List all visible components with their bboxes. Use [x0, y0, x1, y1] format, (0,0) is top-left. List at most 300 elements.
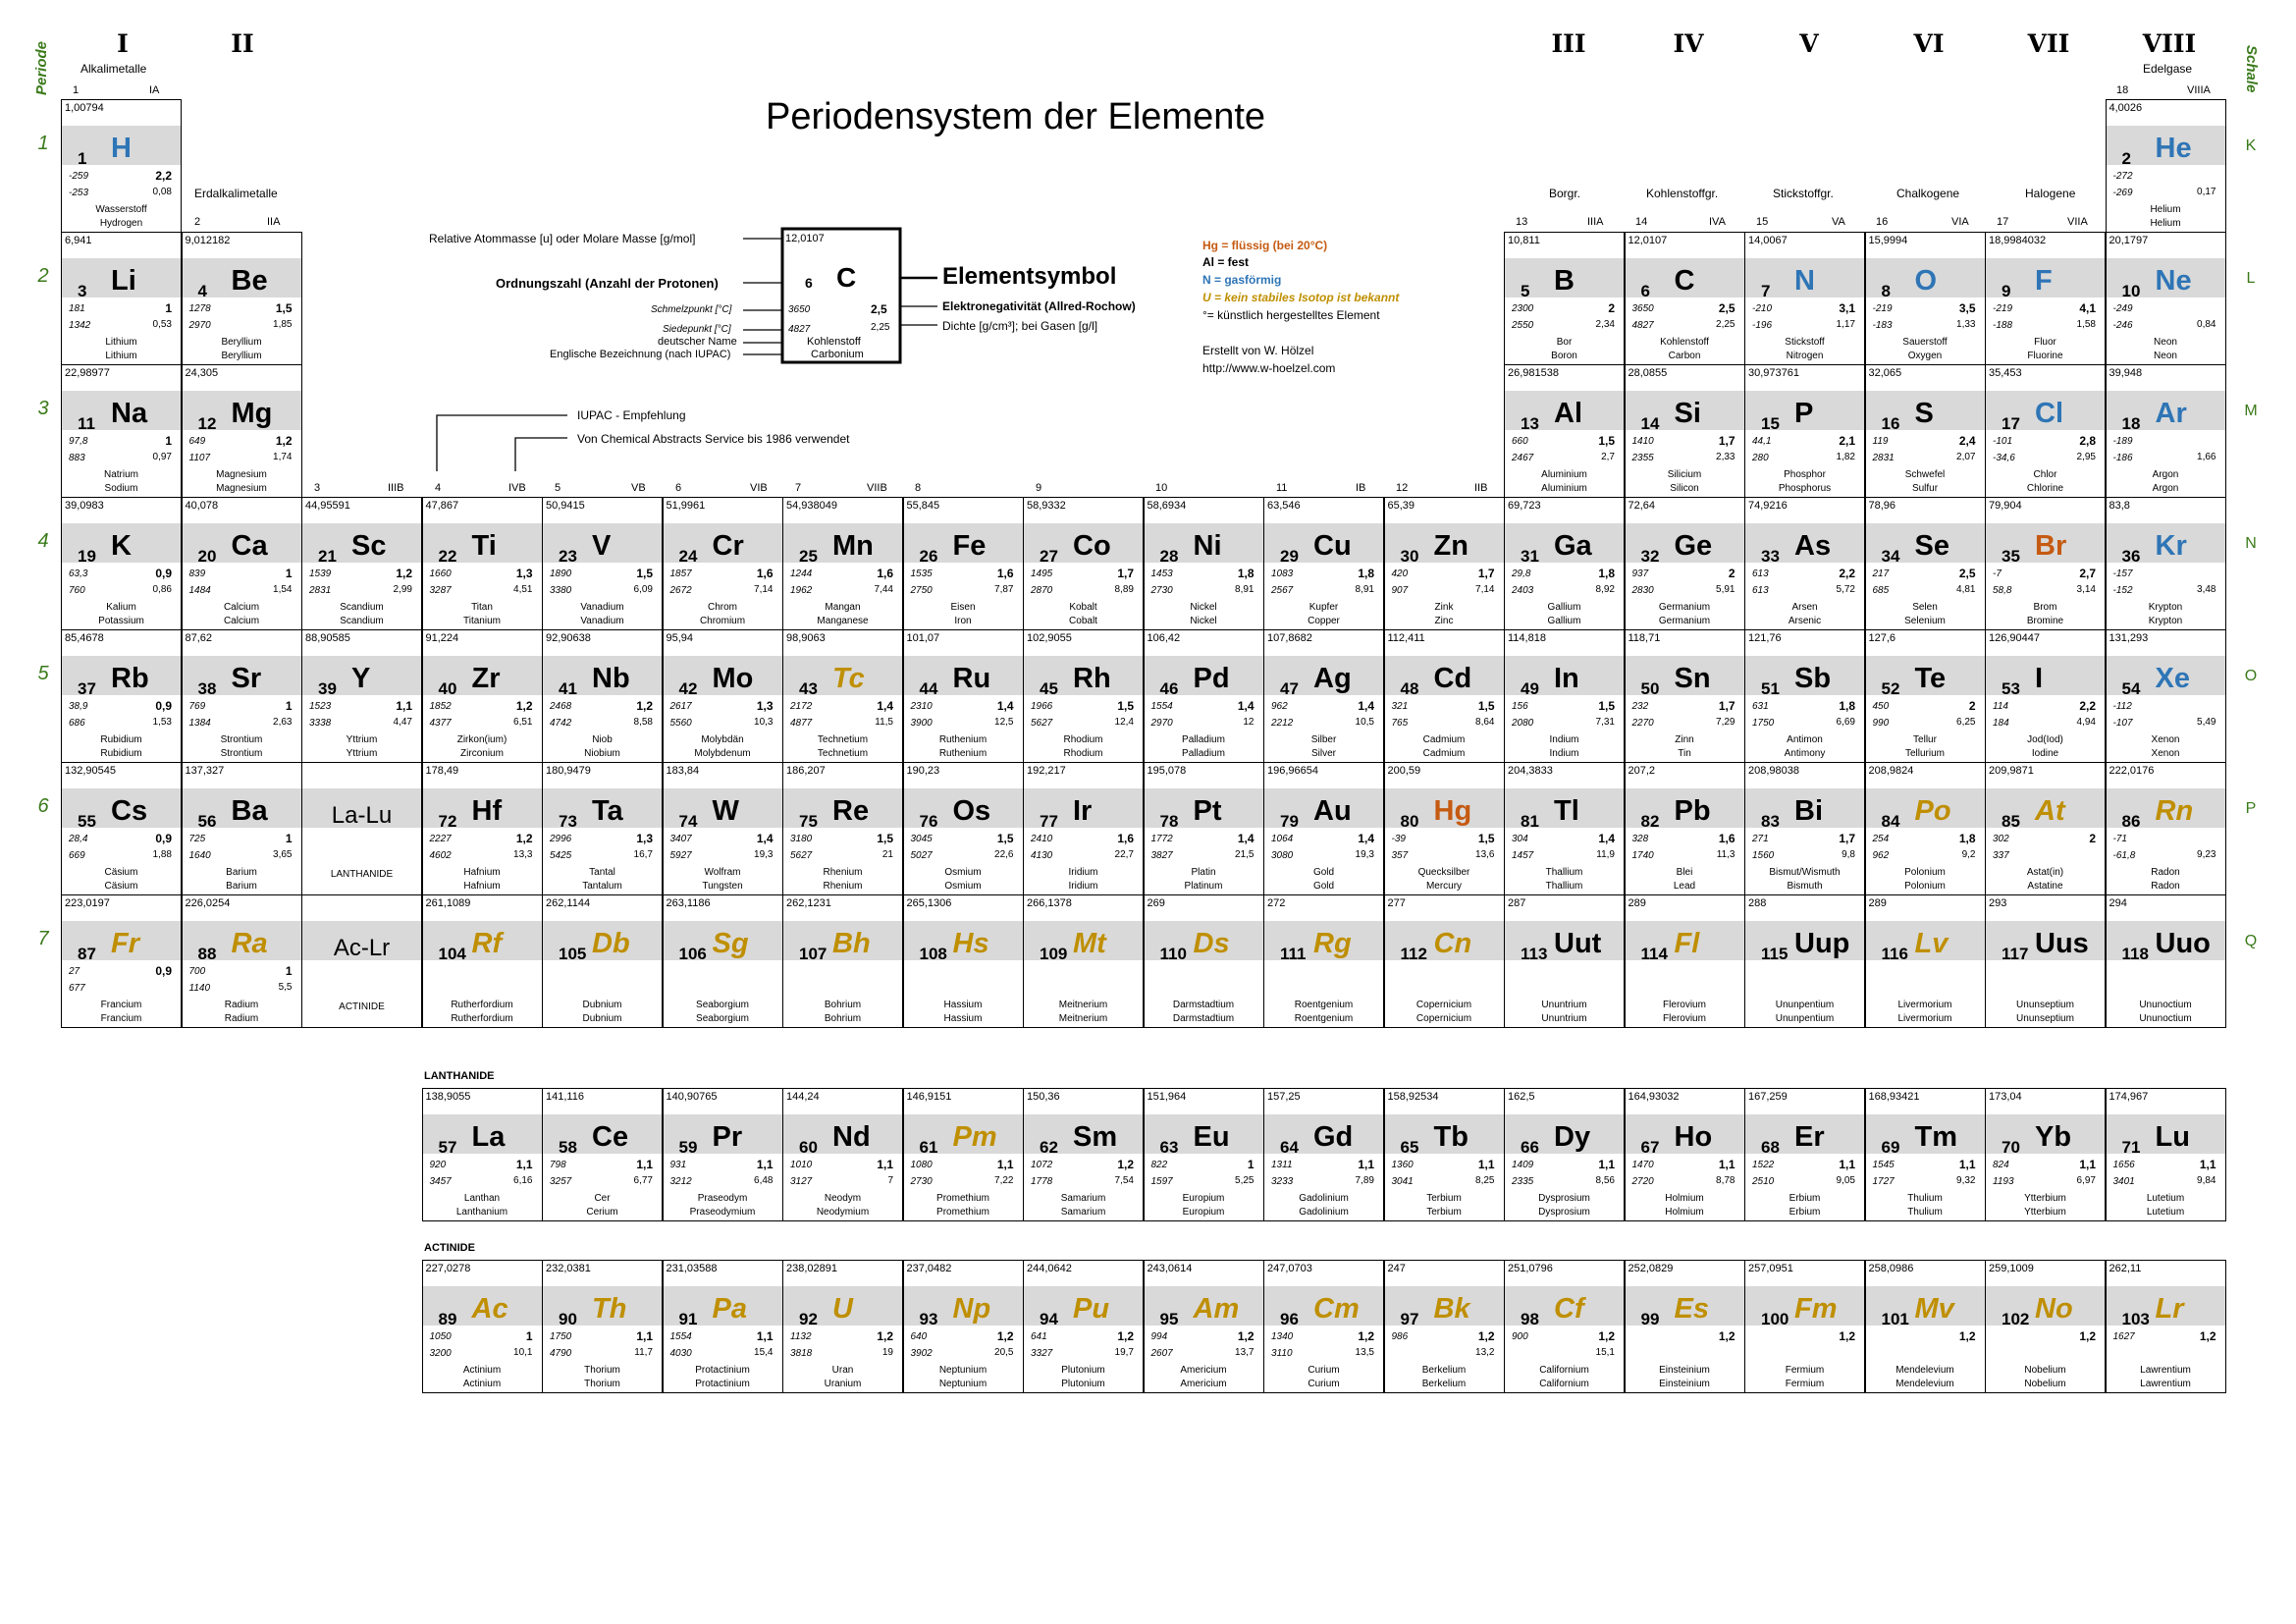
- german-name: Zirkon(ium): [456, 734, 507, 745]
- key-eneg: 2,5: [871, 302, 887, 316]
- density: 8,89: [1114, 584, 1134, 595]
- english-name: Lithium: [105, 351, 137, 361]
- col-2-num: 2: [194, 216, 201, 228]
- key-bp-label: Siedepunkt [°C]: [663, 324, 731, 335]
- electronegativity: 1,1: [2079, 1158, 2096, 1171]
- english-name: Neodymium: [816, 1207, 870, 1218]
- element-cell-yb[interactable]: [1985, 1088, 2106, 1221]
- density: 0,84: [2197, 319, 2216, 330]
- atomic-mass: 138,9055: [425, 1091, 471, 1103]
- german-name: Tellur: [1913, 734, 1937, 745]
- german-name: Mendelevium: [1896, 1365, 1954, 1376]
- atomic-number: 13: [1521, 414, 1539, 433]
- element-cell-bi[interactable]: [1744, 762, 1865, 895]
- boiling-point: 4377: [429, 718, 452, 729]
- element-cell-cu[interactable]: [1263, 497, 1384, 630]
- element-cell-la[interactable]: [422, 1088, 543, 1221]
- element-cell-os[interactable]: [903, 762, 1024, 895]
- element-cell-fe[interactable]: [903, 497, 1024, 630]
- electronegativity: 3,1: [1839, 301, 1855, 315]
- element-cell-tb[interactable]: [1384, 1088, 1505, 1221]
- electronegativity: 1,2: [2079, 1329, 2096, 1343]
- melting-point: 798: [550, 1160, 566, 1170]
- german-name: Strontium: [220, 734, 263, 745]
- melting-point: 1627: [2112, 1331, 2135, 1342]
- element-cell-se[interactable]: [1865, 497, 1986, 630]
- element-cell-mn[interactable]: [782, 497, 903, 630]
- atomic-mass: 261,1089: [425, 897, 471, 909]
- element-cell-ar[interactable]: [2106, 364, 2226, 498]
- element-cell-ds[interactable]: [1144, 894, 1264, 1028]
- element-cell-db[interactable]: [542, 894, 663, 1028]
- element-cell-np[interactable]: [903, 1260, 1024, 1393]
- density: 2,63: [273, 717, 293, 728]
- english-name: Gallium: [1547, 616, 1581, 626]
- element-cell-eu[interactable]: [1144, 1088, 1264, 1221]
- element-cell-es[interactable]: [1625, 1260, 1745, 1393]
- element-cell-er[interactable]: [1744, 1088, 1865, 1221]
- element-cell-li[interactable]: [61, 232, 182, 365]
- element-cell-o[interactable]: [1865, 232, 1986, 365]
- element-cell-rh[interactable]: [1023, 629, 1144, 763]
- element-cell-h[interactable]: [61, 99, 182, 233]
- element-cell-ru[interactable]: [903, 629, 1024, 763]
- atomic-number: 107: [799, 945, 828, 963]
- german-name: Natrium: [103, 469, 138, 480]
- english-name: Hydrogen: [99, 218, 143, 229]
- english-name: Chlorine: [2026, 483, 2064, 494]
- atomic-number: 99: [1640, 1310, 1660, 1328]
- atomic-mass: 65,39: [1387, 500, 1415, 512]
- english-name: Scandium: [340, 616, 384, 626]
- atomic-mass: 272: [1267, 897, 1286, 909]
- atomic-mass: 51,9961: [666, 500, 706, 512]
- element-cell-sr[interactable]: [182, 629, 302, 763]
- element-cell-te[interactable]: [1865, 629, 1986, 763]
- element-cell-sm[interactable]: [1023, 1088, 1144, 1221]
- electronegativity: 1,5: [636, 567, 653, 580]
- german-name: Jod(Iod): [2027, 734, 2063, 745]
- atomic-mass: 259,1009: [1989, 1263, 2034, 1274]
- english-name: Holmium: [1665, 1207, 1704, 1218]
- element-cell-na[interactable]: [61, 364, 182, 498]
- element-cell-cm[interactable]: [1263, 1260, 1384, 1393]
- element-cell-u[interactable]: [782, 1260, 903, 1393]
- electronegativity: 1,4: [756, 832, 774, 845]
- electronegativity: 1,8: [1598, 567, 1615, 580]
- element-cell-gd[interactable]: [1263, 1088, 1384, 1221]
- element-cell-pd[interactable]: [1144, 629, 1264, 763]
- element-cell-uus[interactable]: [1985, 894, 2106, 1028]
- atomic-number: 17: [2002, 414, 2020, 433]
- german-name: Indium: [1549, 734, 1579, 745]
- element-symbol: Ti: [471, 530, 497, 562]
- element-cell-hg[interactable]: [1384, 762, 1505, 895]
- atomic-number: 112: [1400, 945, 1427, 963]
- atomic-number: 114: [1640, 945, 1668, 963]
- element-cell-bk[interactable]: [1384, 1260, 1505, 1393]
- period-2: 2: [37, 265, 49, 287]
- atomic-number: 79: [1280, 812, 1299, 831]
- electronegativity: 2,8: [2079, 434, 2096, 448]
- atomic-number: 75: [799, 812, 818, 831]
- boiling-point: 3233: [1271, 1176, 1294, 1187]
- element-cell-ga[interactable]: [1504, 497, 1625, 630]
- melting-point: 1311: [1271, 1160, 1293, 1170]
- element-cell-sn[interactable]: [1625, 629, 1745, 763]
- element-cell-nb[interactable]: [542, 629, 663, 763]
- element-cell-xe[interactable]: [2106, 629, 2226, 763]
- element-cell-si[interactable]: [1625, 364, 1745, 498]
- boiling-point: 5627: [1031, 718, 1053, 729]
- boiling-point: 1597: [1150, 1176, 1173, 1187]
- element-cell-co[interactable]: [1023, 497, 1144, 630]
- german-name: Vanadium: [580, 602, 624, 613]
- actinide-placeholder-cell[interactable]: [301, 894, 422, 1028]
- element-cell-cr[interactable]: [663, 497, 783, 630]
- element-symbol: Cl: [2035, 398, 2063, 429]
- density: 3,48: [2197, 584, 2216, 595]
- element-cell-cn[interactable]: [1384, 894, 1505, 1028]
- element-symbol: Sr: [231, 663, 262, 694]
- atomic-mass: 252,0829: [1628, 1263, 1674, 1274]
- atomic-mass: 294: [2109, 897, 2127, 909]
- melting-point: 1545: [1872, 1160, 1895, 1170]
- electronegativity: 1,1: [756, 1158, 774, 1171]
- density: 10,3: [754, 717, 774, 728]
- density: 5,25: [1235, 1175, 1255, 1186]
- electronegativity: 1,1: [1839, 1158, 1855, 1171]
- atomic-number: 7: [1761, 282, 1771, 300]
- atomic-mass: 277: [1387, 897, 1406, 909]
- atomic-number: 74: [678, 812, 698, 831]
- boiling-point: -246: [2112, 320, 2133, 331]
- element-cell-pr[interactable]: [663, 1088, 783, 1221]
- element-cell-rn[interactable]: [2106, 762, 2226, 895]
- german-name: Germanium: [1658, 602, 1711, 613]
- col-3-num: 3: [314, 482, 321, 494]
- melting-point: 1772: [1150, 834, 1173, 844]
- element-cell-dy[interactable]: [1504, 1088, 1625, 1221]
- density: 19,3: [754, 849, 774, 860]
- element-symbol: Si: [1674, 398, 1701, 429]
- col-5-cas: VB: [631, 482, 646, 494]
- element-cell-tc[interactable]: [782, 629, 903, 763]
- element-cell-in[interactable]: [1504, 629, 1625, 763]
- element-cell-s[interactable]: [1865, 364, 1986, 498]
- electronegativity: 1,2: [1358, 1329, 1374, 1343]
- element-cell-ir[interactable]: [1023, 762, 1144, 895]
- element-cell-re[interactable]: [782, 762, 903, 895]
- element-cell-ni[interactable]: [1144, 497, 1264, 630]
- element-cell-po[interactable]: [1865, 762, 1986, 895]
- boiling-point: 1750: [1752, 718, 1775, 729]
- element-cell-tm[interactable]: [1865, 1088, 1986, 1221]
- density: 2,99: [393, 584, 412, 595]
- element-cell-tl[interactable]: [1504, 762, 1625, 895]
- english-name: Technetium: [817, 748, 869, 759]
- atomic-number: 62: [1040, 1138, 1058, 1157]
- atomic-mass: 10,811: [1508, 235, 1540, 246]
- element-cell-b[interactable]: [1504, 232, 1625, 365]
- element-cell-sb[interactable]: [1744, 629, 1865, 763]
- german-name: Ytterbium: [2024, 1193, 2066, 1204]
- element-symbol: Mv: [1914, 1293, 1954, 1325]
- author-url[interactable]: http://www.w-hoelzel.com: [1202, 361, 1336, 375]
- atomic-mass: 92,90638: [546, 632, 591, 644]
- electronegativity: 1,4: [1237, 699, 1255, 713]
- german-name: Hassium: [943, 1000, 983, 1010]
- english-name: Thallium: [1545, 881, 1583, 892]
- element-cell-zn[interactable]: [1384, 497, 1505, 630]
- english-name: Livermorium: [1897, 1013, 1952, 1024]
- german-name: Gadolinium: [1299, 1193, 1349, 1204]
- atomic-number: 97: [1400, 1310, 1419, 1328]
- element-cell-hf[interactable]: [422, 762, 543, 895]
- boiling-point: 883: [69, 453, 85, 463]
- atomic-number: 102: [2002, 1310, 2030, 1328]
- german-name: Helium: [2150, 204, 2181, 215]
- element-cell-nd[interactable]: [782, 1088, 903, 1221]
- element-cell-he[interactable]: [2106, 99, 2226, 233]
- lanthanide-placeholder-cell[interactable]: [301, 762, 422, 895]
- atomic-mass: 222,0176: [2109, 765, 2155, 777]
- atomic-mass: 137,327: [185, 765, 225, 777]
- element-symbol: Lu: [2155, 1121, 2190, 1153]
- element-cell-pt[interactable]: [1144, 762, 1264, 895]
- boiling-point: -188: [1993, 320, 2013, 331]
- density: 12,5: [994, 717, 1014, 728]
- atomic-mass: 85,4678: [65, 632, 104, 644]
- element-cell-i[interactable]: [1985, 629, 2106, 763]
- english-name: Barium: [226, 881, 257, 892]
- german-name: Aluminium: [1541, 469, 1587, 480]
- density: 22,7: [1114, 849, 1134, 860]
- german-name: Samarium: [1060, 1193, 1106, 1204]
- atomic-number: 81: [1521, 812, 1539, 831]
- element-cell-ta[interactable]: [542, 762, 663, 895]
- boiling-point: 1193: [1993, 1176, 2014, 1187]
- element-cell-fr[interactable]: [61, 894, 182, 1028]
- atomic-mass: 266,1378: [1027, 897, 1072, 909]
- col-18-num: 18: [2116, 84, 2129, 96]
- element-cell-c[interactable]: [1625, 232, 1745, 365]
- element-cell-ho[interactable]: [1625, 1088, 1745, 1221]
- iupac-note: IUPAC - Empfehlung: [577, 408, 686, 422]
- atomic-mass: 87,62: [185, 632, 213, 644]
- element-cell-at[interactable]: [1985, 762, 2106, 895]
- element-cell-ac[interactable]: [422, 1260, 543, 1393]
- element-cell-th[interactable]: [542, 1260, 663, 1393]
- element-cell-k[interactable]: [61, 497, 182, 630]
- element-cell-br[interactable]: [1985, 497, 2106, 630]
- german-name: Iridium: [1068, 867, 1098, 878]
- melting-point: 1409: [1512, 1160, 1534, 1170]
- density: 10,1: [513, 1347, 533, 1358]
- boiling-point: 2510: [1752, 1176, 1775, 1187]
- english-name: Darmstadtium: [1172, 1013, 1235, 1024]
- atomic-mass: 4,0026: [2109, 102, 2143, 114]
- element-cell-al[interactable]: [1504, 364, 1625, 498]
- boiling-point: 3401: [2112, 1176, 2135, 1187]
- author-credit: Erstellt von W. Hölzel: [1202, 344, 1314, 357]
- element-cell-hs[interactable]: [903, 894, 1024, 1028]
- element-cell-ge[interactable]: [1625, 497, 1745, 630]
- element-cell-rb[interactable]: [61, 629, 182, 763]
- boiling-point: 2720: [1631, 1176, 1654, 1187]
- element-cell-ca[interactable]: [182, 497, 302, 630]
- boiling-point: 3338: [309, 718, 332, 729]
- boiling-point: 2730: [1150, 585, 1173, 596]
- element-cell-cf[interactable]: [1504, 1260, 1625, 1393]
- atomic-number: 33: [1761, 547, 1780, 566]
- atomic-mass: 192,217: [1027, 765, 1066, 777]
- atomic-number: 44: [919, 679, 938, 698]
- element-cell-mg[interactable]: [182, 364, 302, 498]
- element-symbol: Rn: [2155, 795, 2194, 827]
- element-cell-ag[interactable]: [1263, 629, 1384, 763]
- key-mp: 3650: [788, 304, 811, 315]
- melting-point: 328: [1631, 834, 1649, 844]
- element-cell-pm[interactable]: [903, 1088, 1024, 1221]
- german-name: Quecksilber: [1417, 867, 1470, 878]
- density: 5,91: [1716, 584, 1735, 595]
- element-cell-cd[interactable]: [1384, 629, 1505, 763]
- element-symbol: Lr: [2155, 1293, 2184, 1325]
- german-name: Scandium: [340, 602, 384, 613]
- english-name: Astatine: [2027, 881, 2063, 892]
- boiling-point: 3380: [550, 585, 572, 596]
- electronegativity: 1,5: [877, 832, 893, 845]
- element-cell-rg[interactable]: [1263, 894, 1384, 1028]
- boiling-point: 4790: [550, 1348, 572, 1359]
- element-cell-uut[interactable]: [1504, 894, 1625, 1028]
- german-name: Arsen: [1791, 602, 1818, 613]
- melting-point: -7: [1993, 568, 2002, 579]
- element-symbol: F: [2035, 265, 2053, 297]
- density: 6,51: [513, 717, 533, 728]
- atomic-mass: 98,9063: [786, 632, 826, 644]
- german-name: Holmium: [1665, 1193, 1704, 1204]
- element-symbol: Tb: [1433, 1121, 1468, 1153]
- electronegativity: 1,2: [515, 699, 533, 713]
- melting-point: 1852: [429, 701, 452, 712]
- element-cell-lu[interactable]: [2106, 1088, 2226, 1221]
- german-name: Titan: [471, 602, 493, 613]
- density: 13,3: [513, 849, 533, 860]
- atomic-mass: 265,1306: [906, 897, 952, 909]
- element-cell-am[interactable]: [1144, 1260, 1264, 1393]
- melting-point: 994: [1150, 1331, 1168, 1342]
- atomic-mass: 144,24: [786, 1091, 820, 1103]
- melting-point: 450: [1872, 701, 1890, 712]
- element-cell-w[interactable]: [663, 762, 783, 895]
- element-cell-uuo[interactable]: [2106, 894, 2226, 1028]
- electronegativity: 1,6: [996, 567, 1014, 580]
- density: 0,53: [152, 319, 172, 330]
- element-cell-v[interactable]: [542, 497, 663, 630]
- atomic-mass: 208,9824: [1868, 765, 1914, 777]
- element-cell-no[interactable]: [1985, 1260, 2106, 1393]
- element-cell-ne[interactable]: [2106, 232, 2226, 365]
- element-symbol: Ce: [592, 1121, 629, 1153]
- element-symbol: Se: [1914, 530, 1949, 562]
- element-cell-f[interactable]: [1985, 232, 2106, 365]
- element-cell-fm[interactable]: [1744, 1260, 1865, 1393]
- element-cell-ba[interactable]: [182, 762, 302, 895]
- density: 7,87: [994, 584, 1014, 595]
- element-cell-be[interactable]: [182, 232, 302, 365]
- atomic-number: 109: [1040, 945, 1068, 963]
- element-cell-mt[interactable]: [1023, 894, 1144, 1028]
- atomic-number: 16: [1881, 414, 1900, 433]
- element-cell-ti[interactable]: [422, 497, 543, 630]
- element-cell-md[interactable]: [1865, 1260, 1986, 1393]
- halogene-label: Halogene: [2025, 187, 2076, 200]
- element-cell-mo[interactable]: [663, 629, 783, 763]
- atomic-mass: 127,6: [1868, 632, 1896, 644]
- element-cell-cl[interactable]: [1985, 364, 2106, 498]
- element-cell-pb[interactable]: [1625, 762, 1745, 895]
- density: 7,54: [1114, 1175, 1134, 1186]
- german-name: Sauerstoff: [1902, 337, 1948, 348]
- element-cell-lr[interactable]: [2106, 1260, 2226, 1393]
- melting-point: 631: [1752, 701, 1769, 712]
- english-name: Polonium: [1904, 881, 1946, 892]
- key-sym-label: Elementsymbol: [942, 263, 1117, 290]
- element-cell-pu[interactable]: [1023, 1260, 1144, 1393]
- element-cell-ce[interactable]: [542, 1088, 663, 1221]
- element-cell-as[interactable]: [1744, 497, 1865, 630]
- col-13-cas: IIIA: [1587, 216, 1604, 228]
- element-cell-rf[interactable]: [422, 894, 543, 1028]
- element-cell-y[interactable]: [301, 629, 422, 763]
- key-bp: 4827: [788, 324, 811, 335]
- element-cell-kr[interactable]: [2106, 497, 2226, 630]
- element-cell-au[interactable]: [1263, 762, 1384, 895]
- col-13-num: 13: [1516, 216, 1528, 228]
- atomic-number: 39: [318, 679, 337, 698]
- element-cell-bh[interactable]: [782, 894, 903, 1028]
- element-symbol: Xe: [2155, 663, 2190, 694]
- element-symbol: C: [1674, 265, 1695, 297]
- english-name: Ununpentium: [1775, 1013, 1835, 1024]
- element-cell-cs[interactable]: [61, 762, 182, 895]
- english-name: Osmium: [944, 881, 982, 892]
- element-cell-ra[interactable]: [182, 894, 302, 1028]
- element-cell-pa[interactable]: [663, 1260, 783, 1393]
- english-name: Cerium: [586, 1207, 618, 1218]
- element-symbol: Mn: [832, 530, 874, 562]
- element-cell-uup[interactable]: [1744, 894, 1865, 1028]
- element-cell-lv[interactable]: [1865, 894, 1986, 1028]
- atomic-mass: 132,90545: [65, 765, 116, 777]
- melting-point: 986: [1391, 1331, 1409, 1342]
- element-symbol: Te: [1914, 663, 1947, 694]
- element-cell-fl[interactable]: [1625, 894, 1745, 1028]
- element-cell-zr[interactable]: [422, 629, 543, 763]
- boiling-point: 2870: [1031, 585, 1053, 596]
- element-symbol: At: [2035, 795, 2065, 827]
- element-cell-p[interactable]: [1744, 364, 1865, 498]
- col-9-num: 9: [1036, 482, 1042, 494]
- element-cell-sc[interactable]: [301, 497, 422, 630]
- element-cell-sg[interactable]: [663, 894, 783, 1028]
- melting-point: 2227: [429, 834, 452, 844]
- english-name: Manganese: [817, 616, 869, 626]
- density: 4,81: [1956, 584, 1976, 595]
- element-cell-n[interactable]: [1744, 232, 1865, 365]
